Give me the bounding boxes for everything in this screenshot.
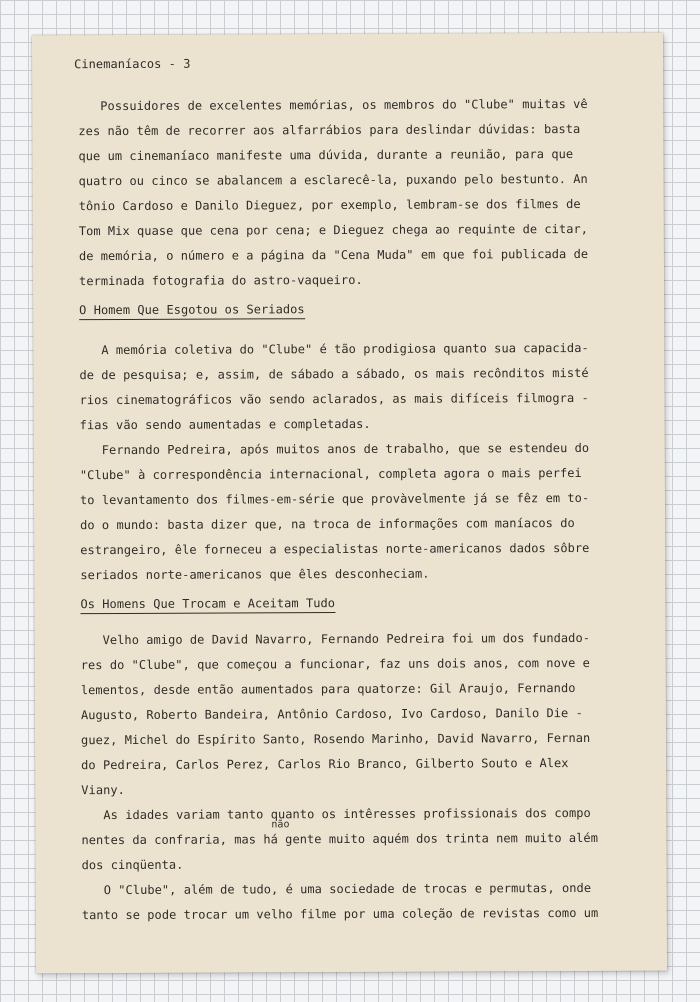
p2-line: rios cinematográficos vão sendo aclarados, as mais difíceis filmogra -	[79, 390, 589, 408]
p3-line: to levantamento dos filmes-em-série que provàvelmente já se fêz em to-	[79, 490, 590, 508]
p4-line: Viany.	[81, 782, 125, 798]
p5-line: nentes da confraria, mas há gente muito aquém dos trinta nem muito além	[81, 830, 598, 848]
p6-line: tanto se pode trocar um velho filme por uma coleção de revistas como um	[81, 905, 599, 923]
section-heading: O Homem Que Esgotou os Seriados	[79, 302, 305, 320]
handwritten-insertion: não	[271, 819, 290, 831]
p1-line: Possuidores de excelentes memórias, os membros do "Clube" muitas vê	[100, 96, 588, 114]
p4-line: res do "Clube", que começou a funcionar, faz uns dois anos, com nove e	[80, 655, 590, 673]
p2-line: A memória coletiva do "Clube" é tão prodigiosa quanto sua capacida-	[101, 340, 589, 358]
p2-line: fias vão sendo aumentadas e completadas.	[79, 416, 371, 433]
p1-line: terminada fotografia do astro-vaqueiro.	[78, 272, 363, 289]
p3-line: "Clube" à correspondência internacional, completa agora o mais perfei	[79, 465, 582, 483]
p4-line: Velho amigo de David Navarro, Fernando Pedreira foi um dos fundado-	[102, 630, 591, 648]
p3-line: seriados norte-americanos que êles desconheciam.	[80, 566, 430, 583]
p5-line: As idades variam tanto quanto os intêresses profissionais dos compo	[103, 805, 591, 823]
p1-line: quatro ou cinco se abalancem a esclarecê-la, puxando pelo bestunto. An	[78, 171, 588, 189]
p1-line: zes não têm de recorrer aos alfarrábios para deslindar dúvidas: basta	[78, 121, 581, 139]
p1-line: que um cinemaníaco manifeste uma dúvida, durante a reunião, para que	[78, 147, 574, 164]
p1-line: Tom Mix quase que cena por cena; e Dieguez chega ao requinte de citar,	[78, 221, 589, 239]
p3-line: estrangeiro, êle forneceu a especialistas norte-americanos dados sôbre	[80, 540, 590, 558]
p4-line: lementos, desde então aumentados para quatorze: Gil Araujo, Fernando	[80, 681, 576, 698]
typewritten-page	[32, 33, 667, 974]
p3-line: do o mundo: basta dizer que, na troca de informações com maníacos do	[80, 516, 575, 533]
p2-line: de de pesquisa; e, assim, de sábado a sábado, os mais recônditos misté	[79, 365, 589, 383]
p1-line: de memória, o número e a página da "Cena Muda" em que foi publicada de	[78, 246, 589, 264]
p3-line: Fernando Pedreira, após muitos anos de trabalho, que se estendeu do	[101, 440, 590, 458]
p4-line: guez, Michel do Espírito Santo, Rosendo Marinho, David Navarro, Fernan	[81, 730, 591, 748]
page-header: Cinemaníacos - 3	[74, 56, 191, 72]
p1-line: tônio Cardoso e Danilo Dieguez, por exemplo, lembram-se dos filmes de	[78, 196, 581, 214]
p4-line: Augusto, Roberto Bandeira, Antônio Cardoso, Ivo Cardoso, Danilo Die -	[80, 705, 583, 723]
p4-line: do Pedreira, Carlos Perez, Carlos Rio Branco, Gilberto Souto e Alex	[81, 756, 569, 773]
section-heading: Os Homens Que Trocam e Aceitam Tudo	[80, 596, 335, 614]
p6-line: O "Clube", além de tudo, é uma sociedade de trocas e permutas, onde	[103, 880, 592, 898]
p5-line: dos cinqüenta.	[81, 857, 184, 873]
